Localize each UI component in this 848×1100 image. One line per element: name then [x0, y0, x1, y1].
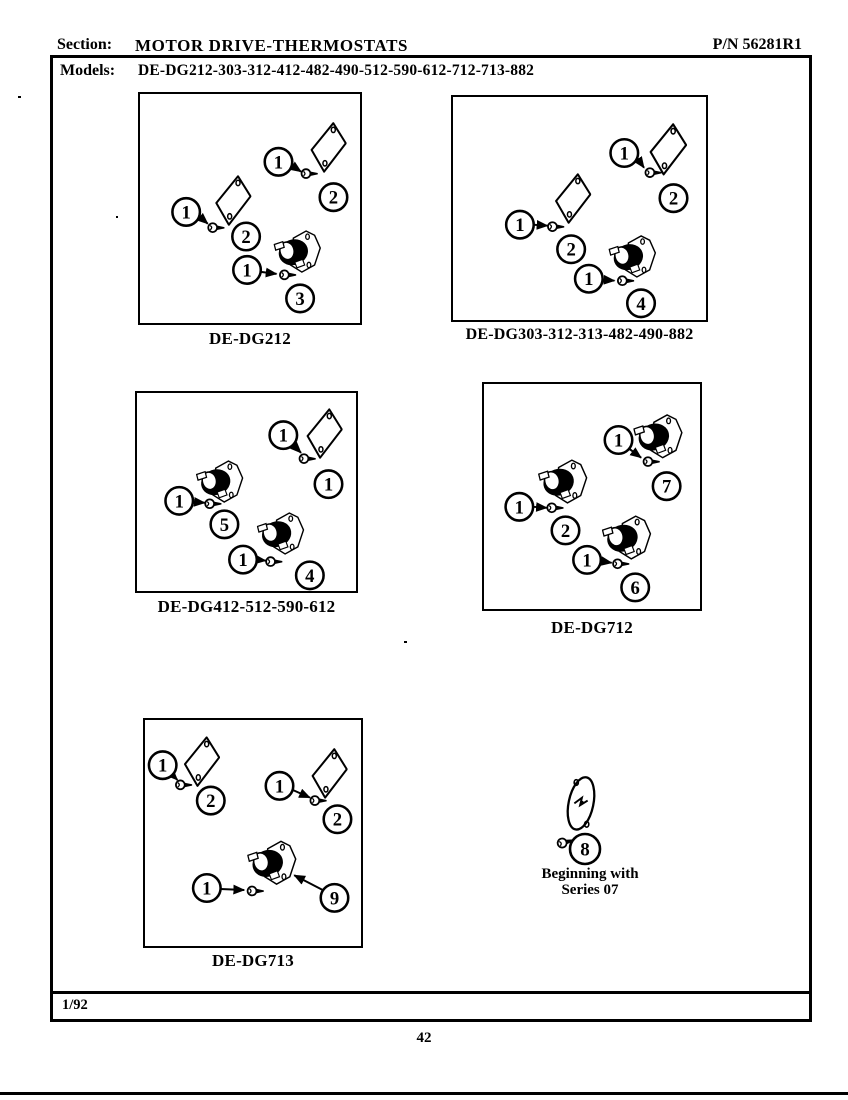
svg-text:1: 1: [613, 430, 624, 452]
svg-text:1: 1: [242, 260, 252, 282]
svg-text:1: 1: [323, 474, 334, 496]
callout: [296, 562, 323, 589]
callout: [286, 285, 314, 313]
callout: [165, 487, 192, 514]
callout: [321, 884, 348, 912]
callout-arrow: [261, 272, 277, 274]
mounting-plate-part: [312, 123, 346, 171]
scan-speck: [116, 216, 118, 218]
svg-text:1: 1: [181, 202, 191, 224]
diagram-dg212: [138, 92, 362, 325]
callout: [575, 265, 603, 293]
screw-part: [300, 454, 316, 463]
diagram-dg303-drawing: [453, 97, 706, 320]
screw-part: [618, 276, 634, 285]
svg-text:1: 1: [515, 215, 525, 237]
page-number: 42: [416, 1030, 432, 1046]
thermostat-part: [539, 460, 587, 503]
callout: [506, 211, 534, 239]
callout: [324, 805, 351, 833]
diagram-dg712: [482, 382, 702, 611]
svg-text:1: 1: [238, 550, 248, 572]
diagram-dg412-label: DE-DG412-512-590-612: [157, 597, 336, 616]
diagram-dg712-label: DE-DG712: [551, 618, 633, 637]
callout: [270, 421, 297, 448]
section-title: MOTOR DRIVE-THERMOSTATS: [135, 36, 409, 55]
callout: [172, 198, 200, 226]
thermostat-part: [197, 461, 243, 502]
screw-part: [613, 559, 629, 568]
callout: [573, 546, 600, 574]
screw-part: [248, 887, 264, 896]
svg-text:2: 2: [241, 226, 251, 248]
svg-text:1: 1: [514, 497, 525, 519]
screw-part: [280, 270, 296, 279]
callout-arrow: [603, 280, 615, 281]
footer-strip: [53, 991, 809, 1019]
svg-text:1: 1: [278, 425, 288, 447]
svg-text:4: 4: [305, 565, 315, 587]
mounting-plate-part: [308, 409, 342, 457]
svg-text:2: 2: [206, 791, 216, 813]
callout-arrow: [533, 507, 547, 508]
diagram-dg713-drawing: [145, 720, 361, 946]
callout-arrow: [637, 158, 644, 168]
callout: [570, 834, 600, 864]
screw-part: [547, 503, 563, 512]
callout: [611, 139, 639, 167]
section-label: Section:: [57, 36, 113, 53]
screw-part: [176, 780, 192, 789]
diagram-dg712-drawing: [484, 384, 700, 609]
callout: [605, 426, 632, 454]
callout: [193, 874, 220, 902]
callout: [552, 517, 579, 545]
callout: [557, 236, 585, 264]
screw-part: [205, 499, 221, 508]
callout: [627, 290, 655, 318]
svg-text:4: 4: [636, 293, 646, 315]
diagram-dg303-label: DE-DG303-312-313-482-490-882: [465, 326, 694, 343]
series-note-line2: Series 07: [561, 882, 619, 898]
mounting-plate-part: [556, 174, 590, 222]
svg-text:5: 5: [219, 514, 230, 536]
models-list: DE-DG212-303-312-412-482-490-512-590-612-712-713-882: [138, 62, 535, 79]
svg-text:8: 8: [580, 839, 590, 861]
svg-text:1: 1: [273, 152, 284, 174]
svg-text:2: 2: [332, 809, 343, 831]
part-number: P/N 56281R1: [712, 36, 802, 53]
thermostat-part: [258, 513, 304, 554]
svg-text:7: 7: [661, 476, 672, 498]
svg-text:3: 3: [295, 288, 305, 310]
svg-text:2: 2: [566, 239, 576, 261]
callout: [506, 493, 533, 521]
mounting-plate-part: [185, 737, 219, 785]
callout: [265, 148, 293, 176]
callout: [197, 787, 224, 815]
callout: [320, 183, 348, 211]
thermostat-part: [609, 236, 655, 277]
callout: [229, 546, 256, 573]
diagram-dg303: [451, 95, 708, 322]
diagram-dg212-drawing: [140, 94, 360, 323]
svg-text:2: 2: [668, 188, 679, 210]
mounting-plate-part: [651, 124, 687, 174]
callout: [315, 470, 342, 497]
series-note: [520, 866, 660, 898]
models-label: Models:: [60, 62, 116, 79]
callout-arrow: [534, 225, 548, 226]
svg-text:2: 2: [328, 187, 339, 209]
mounting-plate-part: [313, 749, 347, 797]
callout: [266, 772, 293, 800]
callout: [149, 751, 176, 779]
svg-text:1: 1: [619, 143, 629, 165]
thermostat-part: [634, 415, 682, 458]
svg-text:6: 6: [630, 577, 640, 599]
diagram-dg212-label: DE-DG212: [209, 329, 291, 348]
svg-text:1: 1: [174, 491, 184, 513]
screw-part: [644, 457, 660, 466]
svg-text:1: 1: [202, 878, 212, 900]
scan-speck: [18, 96, 21, 98]
thermostat-part: [274, 231, 320, 272]
series-07-part-drawing: [540, 765, 660, 875]
callout-arrow: [293, 445, 301, 453]
series-note-line1: Beginning with: [541, 866, 639, 882]
thermostat-part: [248, 841, 296, 884]
callout-arrow: [629, 449, 641, 458]
callout-arrow: [200, 217, 208, 224]
callout-arrow: [257, 560, 266, 561]
diagram-dg713: [143, 718, 363, 948]
callout-arrow: [292, 790, 310, 798]
svg-text:1: 1: [158, 755, 168, 777]
diagram-dg412: [135, 391, 358, 593]
bottom-rule: [0, 1092, 848, 1095]
svg-text:2: 2: [560, 520, 571, 542]
svg-text:1: 1: [584, 269, 594, 291]
callout: [653, 472, 680, 500]
callout-arrow: [292, 166, 301, 172]
screw-part: [302, 169, 318, 178]
screw-part: [208, 223, 224, 232]
diagram-dg713-label: DE-DG713: [212, 951, 294, 970]
callout: [211, 511, 238, 538]
revision-date: 1/92: [62, 997, 88, 1013]
callout-arrow: [221, 889, 245, 890]
screw-part: [266, 557, 282, 566]
callout-arrow: [294, 875, 322, 890]
svg-text:1: 1: [582, 550, 592, 572]
callout: [232, 223, 259, 251]
callout: [660, 184, 688, 212]
mounting-plate-part: [216, 176, 250, 224]
callout-arrow: [193, 502, 205, 503]
screw-part: [645, 168, 661, 177]
thermostat-cover-part: [563, 775, 598, 832]
diagram-dg412-drawing: [137, 393, 356, 591]
svg-text:1: 1: [274, 776, 285, 798]
thermostat-part: [603, 516, 651, 559]
svg-text:9: 9: [329, 888, 340, 910]
screw-part: [548, 222, 564, 231]
callout: [621, 574, 648, 602]
scan-speck: [404, 641, 407, 643]
callout: [233, 256, 261, 284]
